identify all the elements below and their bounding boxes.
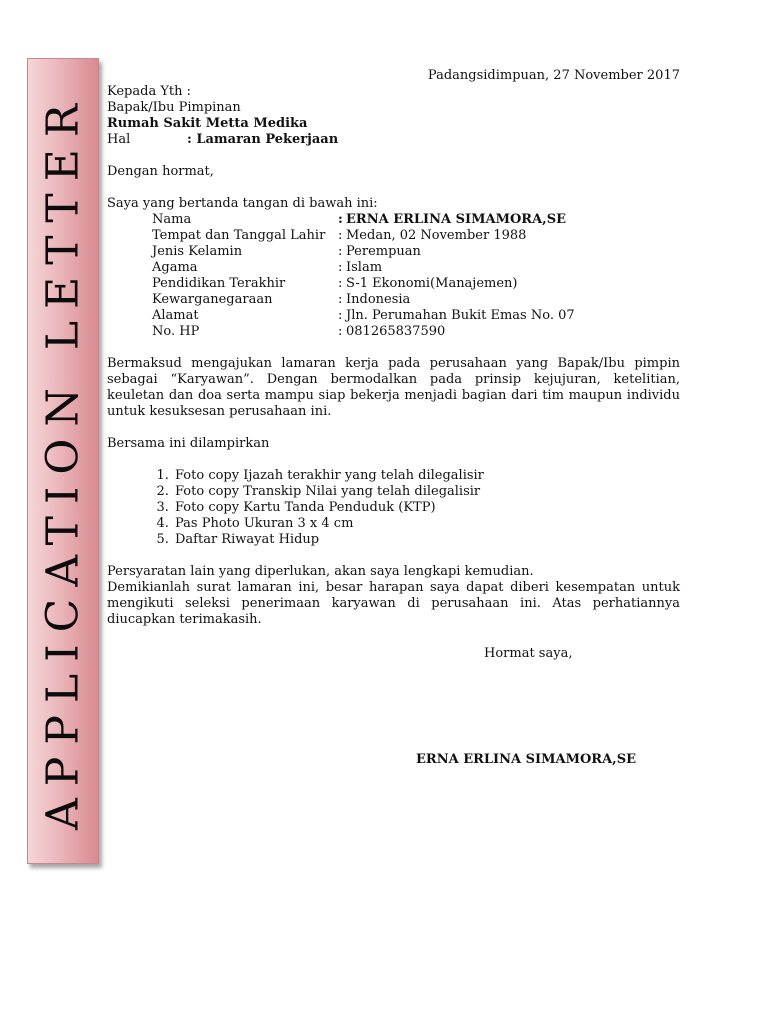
recipient-company: Rumah Sakit Metta Medika — [107, 116, 308, 131]
detail-value: Medan, 02 November 1988 — [346, 228, 527, 243]
attachment-item: 4. Pas Photo Ukuran 3 x 4 cm — [173, 516, 680, 532]
detail-row — [152, 244, 680, 260]
letter-body — [107, 68, 680, 768]
recipient-line2: Bapak/Ibu Pimpinan — [107, 100, 241, 115]
detail-separator: : — [338, 228, 343, 243]
attachment-item: 2. Foto copy Transkip Nilai yang telah dilegalisir — [173, 484, 680, 500]
detail-row — [152, 228, 680, 244]
detail-row — [152, 276, 680, 292]
closing-salutation: Hormat saya, — [484, 646, 573, 661]
detail-label: Pendidikan Terakhir — [152, 276, 286, 291]
banner-title: APPLICATION LETTER — [37, 91, 89, 831]
closing-line: Persyaratan lain yang diperlukan, akan saya lengkapi kemudian. — [107, 564, 534, 579]
closing-paragraph: Demikianlah surat lamaran ini, besar harapan saya dapat diberi kesempatan untuk mengikuti seleksi penerimaan karyawan di perusahaan ini. Atas perhatiannya diucapkan terimakasih. — [107, 580, 680, 627]
detail-value: ERNA ERLINA SIMAMORA,SE — [346, 212, 567, 227]
attachment-item: 5. Daftar Riwayat Hidup — [173, 532, 680, 548]
detail-label: Nama — [152, 212, 192, 227]
detail-separator: : — [338, 292, 343, 307]
detail-value: Perempuan — [346, 244, 421, 259]
detail-label: Alamat — [152, 308, 199, 323]
detail-row — [152, 308, 680, 324]
personal-details — [152, 212, 680, 340]
greeting: Dengan hormat, — [107, 164, 214, 179]
body-paragraph: Bermaksud mengajukan lamaran kerja pada perusahaan yang Bapak/Ibu pimpin sebagai “Karyawan”. Dengan bermodalkan pada prinsip kejujuran, ketelitian, keuletan dan doa serta mampu siap bekerja menjadi bagian dari tim maupun individu untuk kesuksesan perusahaan ini. — [107, 356, 680, 419]
application-letter-banner — [27, 58, 99, 864]
recipient-line1: Kepada Yth : — [107, 84, 192, 99]
detail-row — [152, 212, 680, 228]
subject-row — [107, 132, 680, 148]
intro-line: Saya yang bertanda tangan di bawah ini: — [107, 196, 378, 211]
detail-separator: : — [338, 308, 343, 323]
place-date: Padangsidimpuan, 27 November 2017 — [427, 68, 680, 83]
detail-separator: : — [338, 244, 343, 259]
detail-label: Kewarganegaraan — [152, 292, 273, 307]
detail-value: 081265837590 — [346, 324, 446, 339]
attachments-list — [107, 468, 680, 548]
detail-value: Islam — [346, 260, 383, 275]
detail-row — [152, 260, 680, 276]
attachment-item: 1. Foto copy Ijazah terakhir yang telah dilegalisir — [173, 468, 680, 484]
detail-label: Agama — [152, 260, 198, 275]
attachments-intro: Bersama ini dilampirkan — [107, 436, 270, 451]
detail-value: Jln. Perumahan Bukit Emas No. 07 — [346, 308, 575, 323]
detail-row — [152, 324, 680, 340]
detail-label: Tempat dan Tanggal Lahir — [152, 228, 326, 243]
signature-name: ERNA ERLINA SIMAMORA,SE — [416, 752, 637, 767]
attachment-item: 3. Foto copy Kartu Tanda Penduduk (KTP) — [173, 500, 680, 516]
detail-label: No. HP — [152, 324, 200, 339]
detail-value: Indonesia — [346, 292, 411, 307]
detail-separator: : — [338, 212, 343, 227]
detail-separator: : — [338, 260, 343, 275]
subject-value: : Lamaran Pekerjaan — [187, 132, 339, 147]
detail-separator: : — [338, 324, 343, 339]
subject-label: Hal — [107, 132, 131, 147]
detail-label: Jenis Kelamin — [152, 244, 243, 259]
detail-row — [152, 292, 680, 308]
detail-value: S-1 Ekonomi(Manajemen) — [346, 276, 518, 291]
detail-separator: : — [338, 276, 343, 291]
